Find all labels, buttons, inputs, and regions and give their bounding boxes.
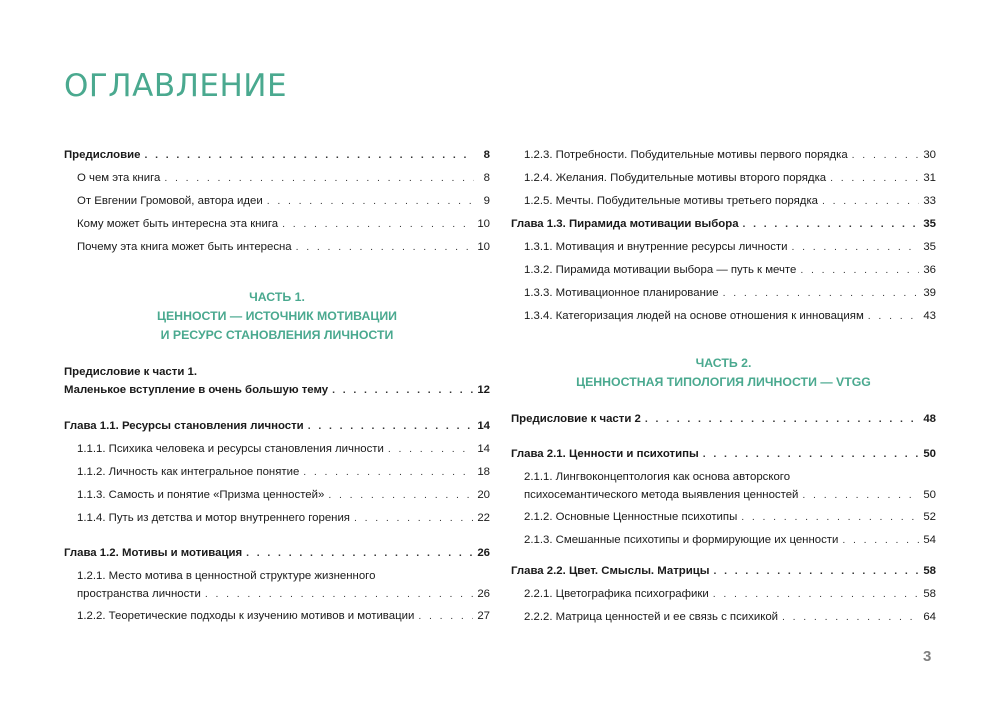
dot-leader: [868, 307, 920, 325]
toc-entry-preface[interactable]: [64, 146, 490, 169]
toc-entry[interactable]: [511, 146, 936, 169]
toc-page-number: 12: [477, 384, 490, 396]
toc-entry-text: 1.1.2. Личность как интегральное понятие: [77, 466, 300, 478]
toc-page-number: 50: [923, 448, 936, 460]
toc-page-number: 64: [923, 611, 936, 623]
toc-page-number: 22: [477, 512, 490, 524]
toc-entry-text: 1.2.3. Потребности. Побудительные мотивы первого порядка: [524, 149, 848, 161]
toc-entry-text: 1.2.4. Желания. Побудительные мотивы второго порядка: [524, 172, 827, 184]
part-title-line: ЦЕННОСТНАЯ ТИПОЛОГИЯ ЛИЧНОСТИ — VTGG: [576, 375, 871, 389]
toc-page-number: 50: [923, 489, 936, 501]
dot-leader: [741, 508, 919, 526]
toc-entry-text: 1.3.3. Мотивационное планирование: [524, 287, 719, 299]
toc-page-number: 36: [923, 264, 936, 276]
toc-entry[interactable]: [511, 608, 936, 631]
toc-entry-text: Глава 1.3. Пирамида мотивации выбора: [511, 218, 739, 230]
dot-leader: [852, 146, 920, 164]
toc-page-number: 26: [477, 588, 490, 600]
toc-entry-part2-preface[interactable]: [511, 410, 936, 433]
toc-entry-text: Предисловие к части 1.: [64, 366, 197, 378]
toc-entry[interactable]: [64, 509, 490, 532]
toc-page-number: 9: [483, 195, 490, 207]
toc-entry-text: 2.2.1. Цветографика психографики: [524, 588, 709, 600]
toc-entry-chapter-1-1[interactable]: [64, 417, 490, 440]
toc-entry-text: Предисловие: [64, 149, 141, 161]
toc-entry[interactable]: [511, 169, 936, 192]
dot-leader: [842, 531, 919, 549]
toc-entry-text: Кому может быть интересна эта книга: [77, 218, 279, 230]
dot-leader: [802, 486, 919, 504]
toc-left-column: [64, 146, 490, 630]
toc-entry[interactable]: [64, 215, 490, 238]
dot-leader: [246, 544, 473, 562]
toc-entry-chapter-1-3[interactable]: [511, 215, 936, 238]
toc-entry-text: Почему эта книга может быть интересна: [77, 241, 292, 253]
page-title: ОГЛАВЛЕНИЕ: [64, 68, 288, 104]
toc-page-number: 27: [477, 610, 490, 622]
toc-entry-text: 1.1.4. Путь из детства и мотор внутреннего горения: [77, 512, 350, 524]
toc-page-number: 35: [923, 218, 936, 230]
toc-entry[interactable]: [64, 192, 490, 215]
toc-page-number: 58: [923, 565, 936, 577]
toc-entry-text: Глава 1.1. Ресурсы становления личности: [64, 420, 304, 432]
part-heading-1: [64, 288, 490, 345]
toc-page-number: 20: [477, 489, 490, 501]
toc-entry[interactable]: [511, 261, 936, 284]
toc-entry[interactable]: [64, 238, 490, 261]
toc-entry-chapter-2-1[interactable]: [511, 445, 936, 468]
toc-entry[interactable]: [511, 238, 936, 261]
dot-leader: [388, 440, 473, 458]
toc-entry[interactable]: [511, 284, 936, 307]
toc-entry-text: 1.1.1. Психика человека и ресурсы становления личности: [77, 443, 384, 455]
page-number: 3: [923, 648, 932, 665]
part-heading-2: [511, 354, 936, 392]
dot-leader: [703, 445, 920, 463]
toc-page-number: 33: [923, 195, 936, 207]
toc-page-number: 43: [923, 310, 936, 322]
toc-entry-text: 1.2.2. Теоретические подходы к изучению мотивов и мотивации: [77, 610, 415, 622]
toc-entry-chapter-2-2[interactable]: [511, 562, 936, 585]
toc-entry[interactable]: [64, 486, 490, 509]
part-title-line: И РЕСУРС СТАНОВЛЕНИЯ ЛИЧНОСТИ: [160, 328, 394, 342]
toc-page-number: 35: [923, 241, 936, 253]
toc-entry-part1-preface[interactable]: [64, 363, 490, 399]
toc-entry-text: психосемантического метода выявления ценностей: [524, 489, 799, 501]
toc-entry[interactable]: [511, 585, 936, 608]
toc-page-number: 10: [477, 241, 490, 253]
dot-leader: [296, 238, 474, 256]
dot-leader: [164, 169, 474, 187]
toc-entry-text: Глава 2.1. Ценности и психотипы: [511, 448, 699, 460]
dot-leader: [267, 192, 474, 210]
toc-entry-text: 2.1.2. Основные Ценностные психотипы: [524, 511, 738, 523]
toc-page-number: 54: [923, 534, 936, 546]
toc-page-number: 8: [483, 149, 490, 161]
toc-entry-text: Маленькое вступление в очень большую тему: [64, 384, 329, 396]
toc-entry-text: Глава 2.2. Цвет. Смыслы. Матрицы: [511, 565, 710, 577]
toc-entry[interactable]: [511, 468, 936, 504]
toc-entry-text: 1.2.1. Место мотива в ценностной структуре жизненного: [77, 570, 376, 582]
dot-leader: [645, 410, 920, 428]
part-label: ЧАСТЬ 1.: [249, 290, 305, 304]
toc-entry[interactable]: [64, 607, 490, 630]
toc-page-number: 10: [477, 218, 490, 230]
toc-page-number: 26: [477, 547, 490, 559]
toc-entry-text: 1.3.2. Пирамида мотивации выбора — путь к мечте: [524, 264, 797, 276]
toc-entry[interactable]: [511, 192, 936, 215]
toc-entry[interactable]: [64, 440, 490, 463]
toc-page-number: 14: [477, 420, 490, 432]
toc-page-number: 14: [477, 443, 490, 455]
dot-leader: [782, 608, 919, 626]
dot-leader: [354, 509, 473, 527]
toc-entry-text: 2.1.3. Смешанные психотипы и формирующие их ценности: [524, 534, 839, 546]
dot-leader: [791, 238, 919, 256]
dot-leader: [303, 463, 473, 481]
dot-leader: [723, 284, 920, 302]
toc-page-number: 48: [923, 413, 936, 425]
toc-entry-text: Предисловие к части 2: [511, 413, 641, 425]
dot-leader: [713, 562, 919, 580]
dot-leader: [328, 486, 473, 504]
dot-leader: [713, 585, 920, 603]
toc-entry-text: 1.3.4. Категоризация людей на основе отношения к инновациям: [524, 310, 864, 322]
toc-entry-chapter-1-2[interactable]: [64, 544, 490, 567]
toc-entry-text: 1.3.1. Мотивация и внутренние ресурсы личности: [524, 241, 788, 253]
toc-right-column: [511, 146, 936, 631]
toc-entry[interactable]: [64, 169, 490, 192]
toc-entry[interactable]: [64, 567, 490, 603]
toc-entry-text: 2.2.2. Матрица ценностей и ее связь с психикой: [524, 611, 779, 623]
toc-entry[interactable]: [511, 531, 936, 554]
part-title-line: ЦЕННОСТИ — ИСТОЧНИК МОТИВАЦИИ: [157, 309, 397, 323]
toc-entry-text: 1.2.5. Мечты. Побудительные мотивы третьего порядка: [524, 195, 819, 207]
dot-leader: [332, 381, 473, 399]
dot-leader: [144, 146, 474, 164]
toc-entry[interactable]: [64, 463, 490, 486]
toc-page-number: 58: [923, 588, 936, 600]
toc-page-number: 52: [923, 511, 936, 523]
dot-leader: [822, 192, 919, 210]
toc-entry[interactable]: [511, 307, 936, 330]
toc-page-number: 8: [483, 172, 490, 184]
toc-page-number: 31: [923, 172, 936, 184]
toc-entry-text: От Евгении Громовой, автора идеи: [77, 195, 263, 207]
dot-leader: [830, 169, 919, 187]
toc-entry-text: пространства личности: [77, 588, 201, 600]
part-label: ЧАСТЬ 2.: [695, 356, 752, 370]
toc-entry[interactable]: [511, 508, 936, 531]
dot-leader: [418, 607, 473, 625]
toc-page-number: 39: [923, 287, 936, 299]
toc-page-number: 30: [923, 149, 936, 161]
dot-leader: [282, 215, 473, 233]
dot-leader: [743, 215, 920, 233]
dot-leader: [800, 261, 919, 279]
toc-entry-text: 1.1.3. Самость и понятие «Призма ценностей»: [77, 489, 325, 501]
dot-leader: [308, 417, 474, 435]
toc-entry-text: Глава 1.2. Мотивы и мотивация: [64, 547, 243, 559]
toc-entry-text: 2.1.1. Лингвоконцептология как основа авторского: [524, 471, 791, 483]
toc-page-number: 18: [477, 466, 490, 478]
dot-leader: [205, 585, 473, 603]
toc-entry-text: О чем эта книга: [77, 172, 161, 184]
